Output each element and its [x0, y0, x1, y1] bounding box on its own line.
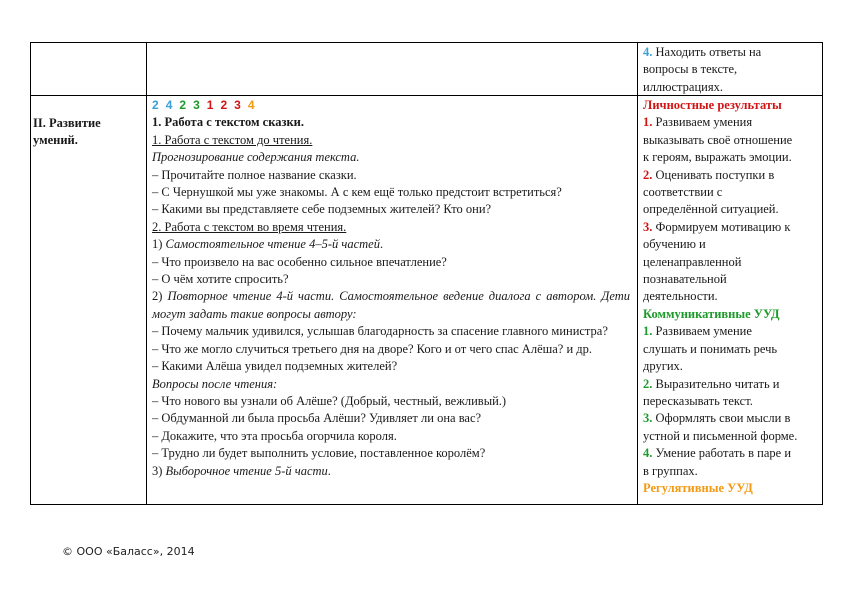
text-line: других.	[643, 359, 683, 374]
item-number: 2.	[643, 376, 653, 391]
item-number: 2.	[643, 167, 653, 182]
digit: 1	[206, 98, 214, 112]
digit: 4	[165, 98, 173, 112]
question-line: – Какими вы представляете себе подземных жителей? Кто они?	[152, 202, 492, 217]
question-line: – С Чернушкой мы уже знакомы. А с кем ещё только предстоит встретиться?	[152, 185, 562, 200]
task-number: 2)	[152, 289, 163, 304]
digit: 2	[152, 98, 159, 112]
text-line: Оценивать поступки в	[655, 167, 775, 182]
text-line: Формируем мотивацию к	[655, 219, 791, 234]
punct: .	[379, 237, 384, 252]
content-cell	[152, 97, 630, 480]
text-line: определённой ситуацией.	[643, 202, 779, 217]
text-line: целенаправленной	[643, 254, 742, 269]
text-line: выказывать своё отношение	[643, 132, 793, 147]
item-number: 4.	[643, 446, 653, 461]
text-line: Развиваем умение	[655, 324, 752, 339]
stage-title: II. Развитие	[33, 116, 101, 130]
task-line	[152, 236, 630, 253]
lesson-table	[30, 42, 823, 505]
text-line: познавательной	[643, 272, 727, 287]
stage-cell	[31, 115, 145, 150]
question-line: – Что нового вы узнали об Алёше? (Добрый, честный, вежливый.)	[152, 393, 507, 408]
digit: 3	[234, 98, 241, 112]
subsection-heading: 2. Работа с текстом во время чтения.	[152, 219, 347, 234]
digit: 2	[179, 98, 187, 112]
text-line: иллюстрациях.	[643, 79, 723, 94]
item-number: 3.	[643, 411, 653, 426]
task-line	[152, 463, 630, 480]
question-line: – Что же могло случиться третьего дня на дворе? Кого и от чего спас Алёша? и др.	[152, 341, 593, 356]
item-number: 3.	[643, 219, 653, 234]
item-number: 1.	[643, 324, 653, 339]
text-line: к героям, выражать эмоции.	[643, 150, 792, 165]
text-line: слушать и понимать речь	[643, 341, 778, 356]
item-number: 4.	[643, 45, 653, 59]
text-line: Выразительно читать и	[655, 376, 780, 391]
item-number: 1.	[643, 115, 653, 130]
digit: 2	[220, 98, 228, 112]
task-text: Повторное чтение 4-й части. Самостоятельное ведение диалога с автором. Дети могут задать такие вопросы автору:	[152, 289, 630, 321]
results-cell	[643, 97, 819, 497]
task-number: 3)	[152, 463, 163, 478]
text-line: в группах.	[643, 463, 698, 478]
communicative-title: Коммуникативные УУД	[643, 306, 780, 321]
copyright-footer: © ООО «Баласс», 2014	[62, 545, 195, 558]
task-line	[152, 288, 630, 323]
question-line: – Трудно ли будет выполнить условие, поставленное королём?	[152, 446, 486, 461]
text-line: Оформлять свои мысли в	[655, 411, 791, 426]
text-line: Развиваем умения	[655, 115, 753, 130]
regulatory-title: Регулятивные УУД	[643, 480, 753, 495]
question-line: – О чём хотите спросить?	[152, 272, 289, 287]
question-line: – Прочитайте полное название сказки.	[152, 167, 357, 182]
task-text: Самостоятельное чтение 4–5-й частей	[165, 237, 380, 252]
subsection-note: Прогнозирование содержания текста.	[152, 150, 360, 165]
question-line: – Почему мальчик удивился, услышав благодарность за спасение главного министра?	[152, 324, 608, 339]
digit: 3	[193, 98, 200, 112]
question-line: – Обдуманной ли была просьба Алёши? Удивляет ли она вас?	[152, 411, 482, 426]
question-line: – Какими Алёша увидел подземных жителей?	[152, 359, 398, 374]
text-line: деятельности.	[643, 289, 718, 304]
digit: 4	[247, 98, 255, 112]
question-line: – Докажите, что эта просьба огорчила короля.	[152, 428, 397, 443]
text-line: соответствии с	[643, 185, 723, 200]
text-line: обучению и	[643, 237, 706, 252]
subsection-heading: 1. Работа с текстом до чтения.	[152, 132, 313, 147]
punct: .	[327, 463, 331, 478]
text-line: вопросы в тексте,	[643, 62, 738, 77]
stage-title-cont: умений.	[33, 133, 78, 148]
task-text: Выборочное чтение 5-й части	[165, 463, 328, 478]
subsection-note: Вопросы после чтения:	[152, 376, 278, 391]
task-number: 1)	[152, 237, 163, 252]
column-divider	[146, 43, 147, 504]
personal-results-title: Личностные результаты	[643, 98, 782, 112]
text-line: пересказывать текст.	[643, 393, 753, 408]
question-line: – Что произвело на вас особенно сильное впечатление?	[152, 254, 447, 269]
section-heading: 1. Работа с текстом сказки.	[152, 115, 305, 130]
skill-digits	[152, 97, 630, 114]
column-divider	[637, 43, 638, 504]
text-line: Находить ответы на	[655, 45, 762, 59]
top-row-cell	[643, 44, 819, 96]
text-line: устной и письменной форме.	[643, 428, 798, 443]
text-line: Умение работать в паре и	[655, 446, 792, 461]
